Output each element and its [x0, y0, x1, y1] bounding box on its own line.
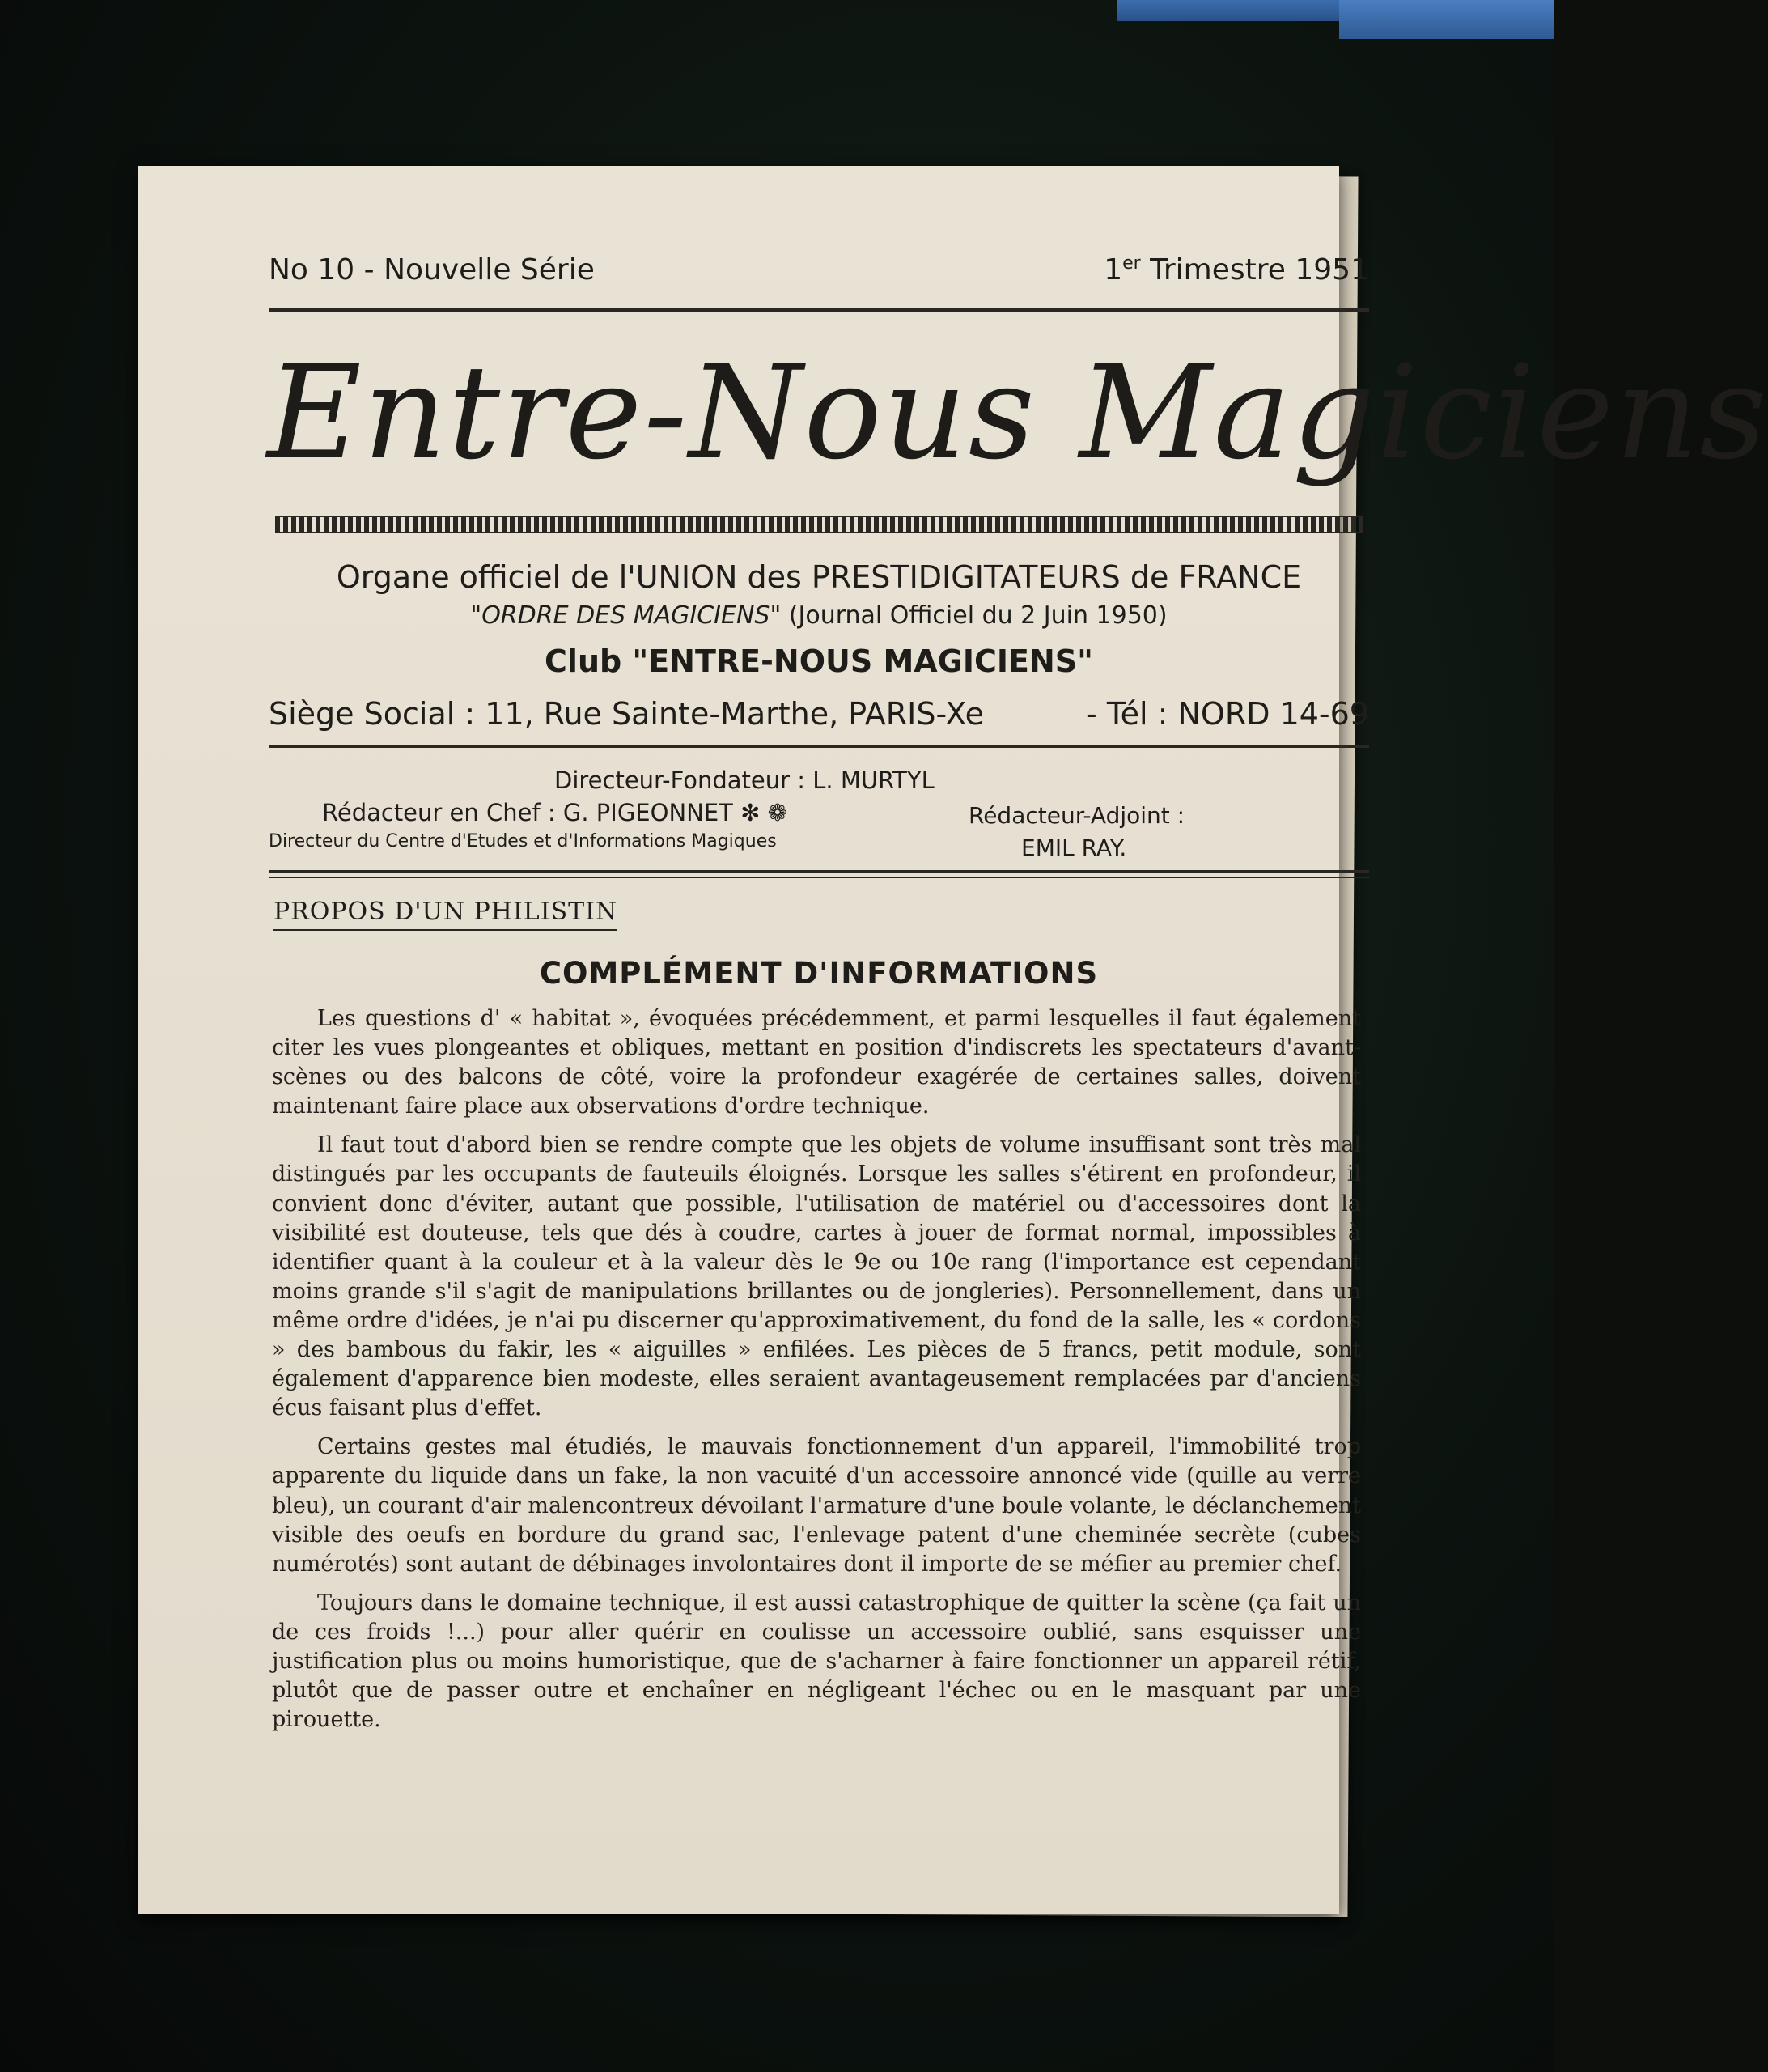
header-rule — [269, 308, 1369, 312]
siege-address: Siège Social : 11, Rue Sainte-Marthe, PARIS-Xe — [269, 696, 985, 732]
redacteur-adjoint-name: EMIL RAY. — [1021, 834, 1127, 861]
article-paragraph-1: Les questions d' « habitat », évoquées précédemment, et parmi lesquelles il faut également citer les vues plongeantes et obliques, mettant en position d'indiscrets les spectateurs d'avant-scènes ou des balcons de côté, voire la profondeur exagérée de certaines salles, doivent maintenant faire place aux observations d'ordre technique. — [272, 1006, 1361, 1119]
issue-number: No 10 - Nouvelle Série — [269, 253, 595, 287]
section-heading: PROPOS D'UN PHILISTIN — [273, 898, 617, 931]
centre-etudes: Directeur du Centre d'Etudes et d'Informations Magiques — [269, 831, 777, 851]
newsletter-page — [138, 166, 1768, 1914]
journal-officiel: (Journal Officiel du 2 Juin 1950) — [788, 601, 1168, 630]
issue-header-row — [269, 253, 1369, 287]
redacteur-adjoint-label: Rédacteur-Adjoint : — [969, 802, 1185, 829]
article-body — [272, 1004, 1361, 1744]
article-paragraph-4: Toujours dans le domaine technique, il est aussi catastrophique de quitter la scène (ça fait un de ces froids !...) pour aller quérir en coulisse un accessoire oublié, sans esquisser une justification plus ou moins humoristique, que de s'acharner à faire fonctionner un appareil rétif, plutôt que de passer outre et enchaîner en négligeant l'échec ou en le masquant par une pirouette. — [272, 1590, 1361, 1733]
article-paragraph-2: Il faut tout d'abord bien se rendre compte que les objets de volume insuffisant sont très mal distingués par les occupants de fauteuils éloignés. Lorsque les salles s'étirent en profondeur, il convient donc d'éviter, autant que possible, l'utilisation de matériel ou d'accessoires dont la visibilité est douteuse, tels que dés à coudre, cartes à jouer de format normal, impossibles à identifier quant à la couleur et à la valeur dès le 9e ou 10e rang (l'importance est cependant moins grande s'il s'agit de manipulations brillantes ou de jongleries). Personnellement, dans un même ordre d'idées, je n'ai pu discerner qu'approximativement, du fond de la salle, les « cordons » des bambous du fakir, les « aiguilles » enfilées. Les pièces de 5 francs, petit module, sont également d'apparence bien modeste, elles seraient avantageusement remplacées par d'anciens écus faisant plus d'effet. — [272, 1132, 1361, 1421]
masthead-dotted-rule — [275, 516, 1363, 533]
organe-line: Organe officiel de l'UNION des PRESTIDIGITATEURS de FRANCE — [336, 559, 1302, 595]
siege-line — [269, 696, 1369, 732]
article-title: COMPLÉMENT D'INFORMATIONS — [539, 956, 1099, 991]
quarter-rest: Trimestre 1951 — [1140, 253, 1369, 287]
staff-rule-thin — [269, 877, 1369, 878]
masthead-title: Entre-Nous Magiciens — [267, 337, 1768, 488]
issue-quarter — [1104, 253, 1369, 287]
blue-cover-edge-right — [1339, 0, 1554, 39]
article-paragraph-3: Certains gestes mal étudiés, le mauvais fonctionnement d'un appareil, l'immobilité trop apparente du liquide dans un fake, la non vacuité d'un accessoire annoncé vide (quille au verre bleu), un courant d'air malencontreux dévoilant l'armature d'une boule volante, le déclanchement visible des oeufs en bordure du grand sac, l'enlevage patent d'une cheminée secrète (cubes numérotés) sont autant de débinages involontaires dont il importe de se méfier au premier chef. — [272, 1434, 1361, 1577]
directeur-fondateur: Directeur-Fondateur : L. MURTYL — [554, 766, 935, 794]
ordre-name: "ORDRE DES MAGICIENS" — [470, 601, 782, 630]
staff-rule — [269, 870, 1369, 873]
redacteur-en-chef: Rédacteur en Chef : G. PIGEONNET ✻ ❁ — [322, 799, 787, 826]
club-line: Club "ENTRE-NOUS MAGICIENS" — [545, 643, 1093, 679]
siege-telephone: - Tél : NORD 14-69 — [1086, 696, 1369, 732]
quarter-sup: er — [1122, 253, 1141, 274]
quarter-prefix: 1 — [1104, 253, 1123, 287]
address-rule — [269, 745, 1369, 748]
ordre-line — [269, 601, 1369, 630]
